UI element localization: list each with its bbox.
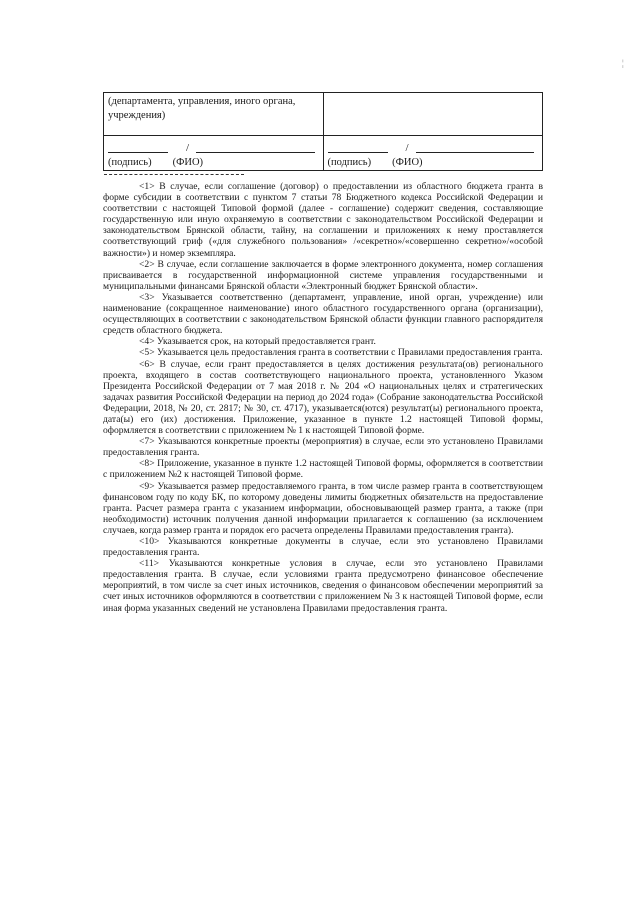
- footnote-10: <10> Указываются конкретные документы в случае, если это установлено Правилами предоставления гранта.: [103, 536, 543, 559]
- footnote-6: <6> В случае, если грант предоставляется в целях достижения результата(ов) регионального проекта, входящего в состав соответствующего национального проекта, установленного Указом Президента Российской Федерации от 7 мая 2018 г. № 204 «О национальных целях и стратегических задачах развития Российской Федерации на период до 2024 года» (Собрание законодательства Российской Федерации, 2018, № 20, ст. 2817; № 30, ст. 4717), указывается(ются) результат(ы) регионального проекта, дата(ы) его (их) достижения. Приложение, указанное в пункте 1.2 настоящей Типовой формы, оформляется в соответствии с приложением № 1 к настоящей Типовой форме.: [103, 358, 543, 437]
- footnote-3: <3> Указывается соответственно (департамент, управление, иной орган, учреждение) или наименование (сокращенное наименование) иного областного государственного органа (организации), осуществляющих в соответствии с законодательством Брянской области функции главного распорядителя средств областного бюджета.: [103, 291, 543, 337]
- footnote-1: <1> В случае, если соглашение (договор) о предоставлении из областного бюджета гранта в форме субсидии в соответствии с пунктом 7 статьи 78 Бюджетного кодекса Российской Федерации и соответствии с настоящей Типовой формой (далее - соглашение) содержит сведения, составляющие государственную или иную охраняемую в соответствии с законодательством Российской Федерации и законодательством Брянской области, тайну, на соглашении и приложениях к нему проставляется соответствующий гриф («для служебного пользования» /«секретно»/«совершенно секретно»/«особой важности») и номер экземпляра.: [103, 181, 543, 259]
- footnotes: [103, 181, 543, 614]
- left-signature-cell: [104, 136, 324, 171]
- right-signature-cell: [323, 136, 543, 171]
- footnote-9: <9> Указывается размер предоставляемого гранта, в том числе размер гранта в соответствующем финансовом году по коду БК, по которому доведены лимиты бюджетных обязательств на предоставление гранта. Расчет размера гранта с указанием информации, обосновывающей размер гранта, а также (при необходимости) источник получения данной информации прилагается к соглашению (за исключением случаев, когда размер гранта и порядок его расчета определены Правилами предоставления гранта).: [103, 480, 543, 536]
- signature-caption: (подпись) (ФИО): [108, 157, 204, 168]
- page-edge-mark: ¦: [622, 58, 624, 68]
- org-label-cell: [104, 93, 324, 136]
- footnote-2: <2> В случае, если соглашение заключается в форме электронного документа, номер соглашения присваивается в государственной информационной системе управления государственными и муниципальными финансами Брянской области «Электронный бюджет Брянской области».: [103, 258, 543, 292]
- empty-org-cell: [323, 93, 543, 136]
- footnote-11: <11> Указываются конкретные условия в случае, если это установлено Правилами предоставления гранта. В случае, если условиями гранта предусмотрено финансовое обеспечение мероприятий, в том числе за счет иных источников, сведения о финансовом обеспечении мероприятий за счет иных источников оформляются в соответствии с приложением № 3 к настоящей Типовой форме, если иная форма указанных сведений не установлена Правилами предоставления гранта.: [103, 558, 543, 614]
- signature-line: /: [328, 142, 535, 154]
- signature-caption: (подпись) (ФИО): [327, 157, 423, 168]
- footnote-8: <8> Приложение, указанное в пункте 1.2 настоящей Типовой формы, оформляется в соответствии с приложением №2 к настоящей Типовой форме.: [103, 458, 543, 481]
- signature-line: /: [108, 142, 315, 154]
- footnote-5: <5> Указывается цель предоставления гранта в соответствии с Правилами предоставления гранта.: [139, 347, 543, 359]
- signature-table: [103, 92, 543, 171]
- footnote-4: <4> Указывается срок, на который предоставляется грант.: [139, 336, 376, 348]
- org-label: (департамента, управления, иного органа, учреждения): [108, 96, 296, 121]
- footnote-7: <7> Указываются конкретные проекты (мероприятия) в случае, если это установлено Правилами предоставления гранта.: [103, 436, 543, 459]
- footnote-divider: [104, 174, 244, 175]
